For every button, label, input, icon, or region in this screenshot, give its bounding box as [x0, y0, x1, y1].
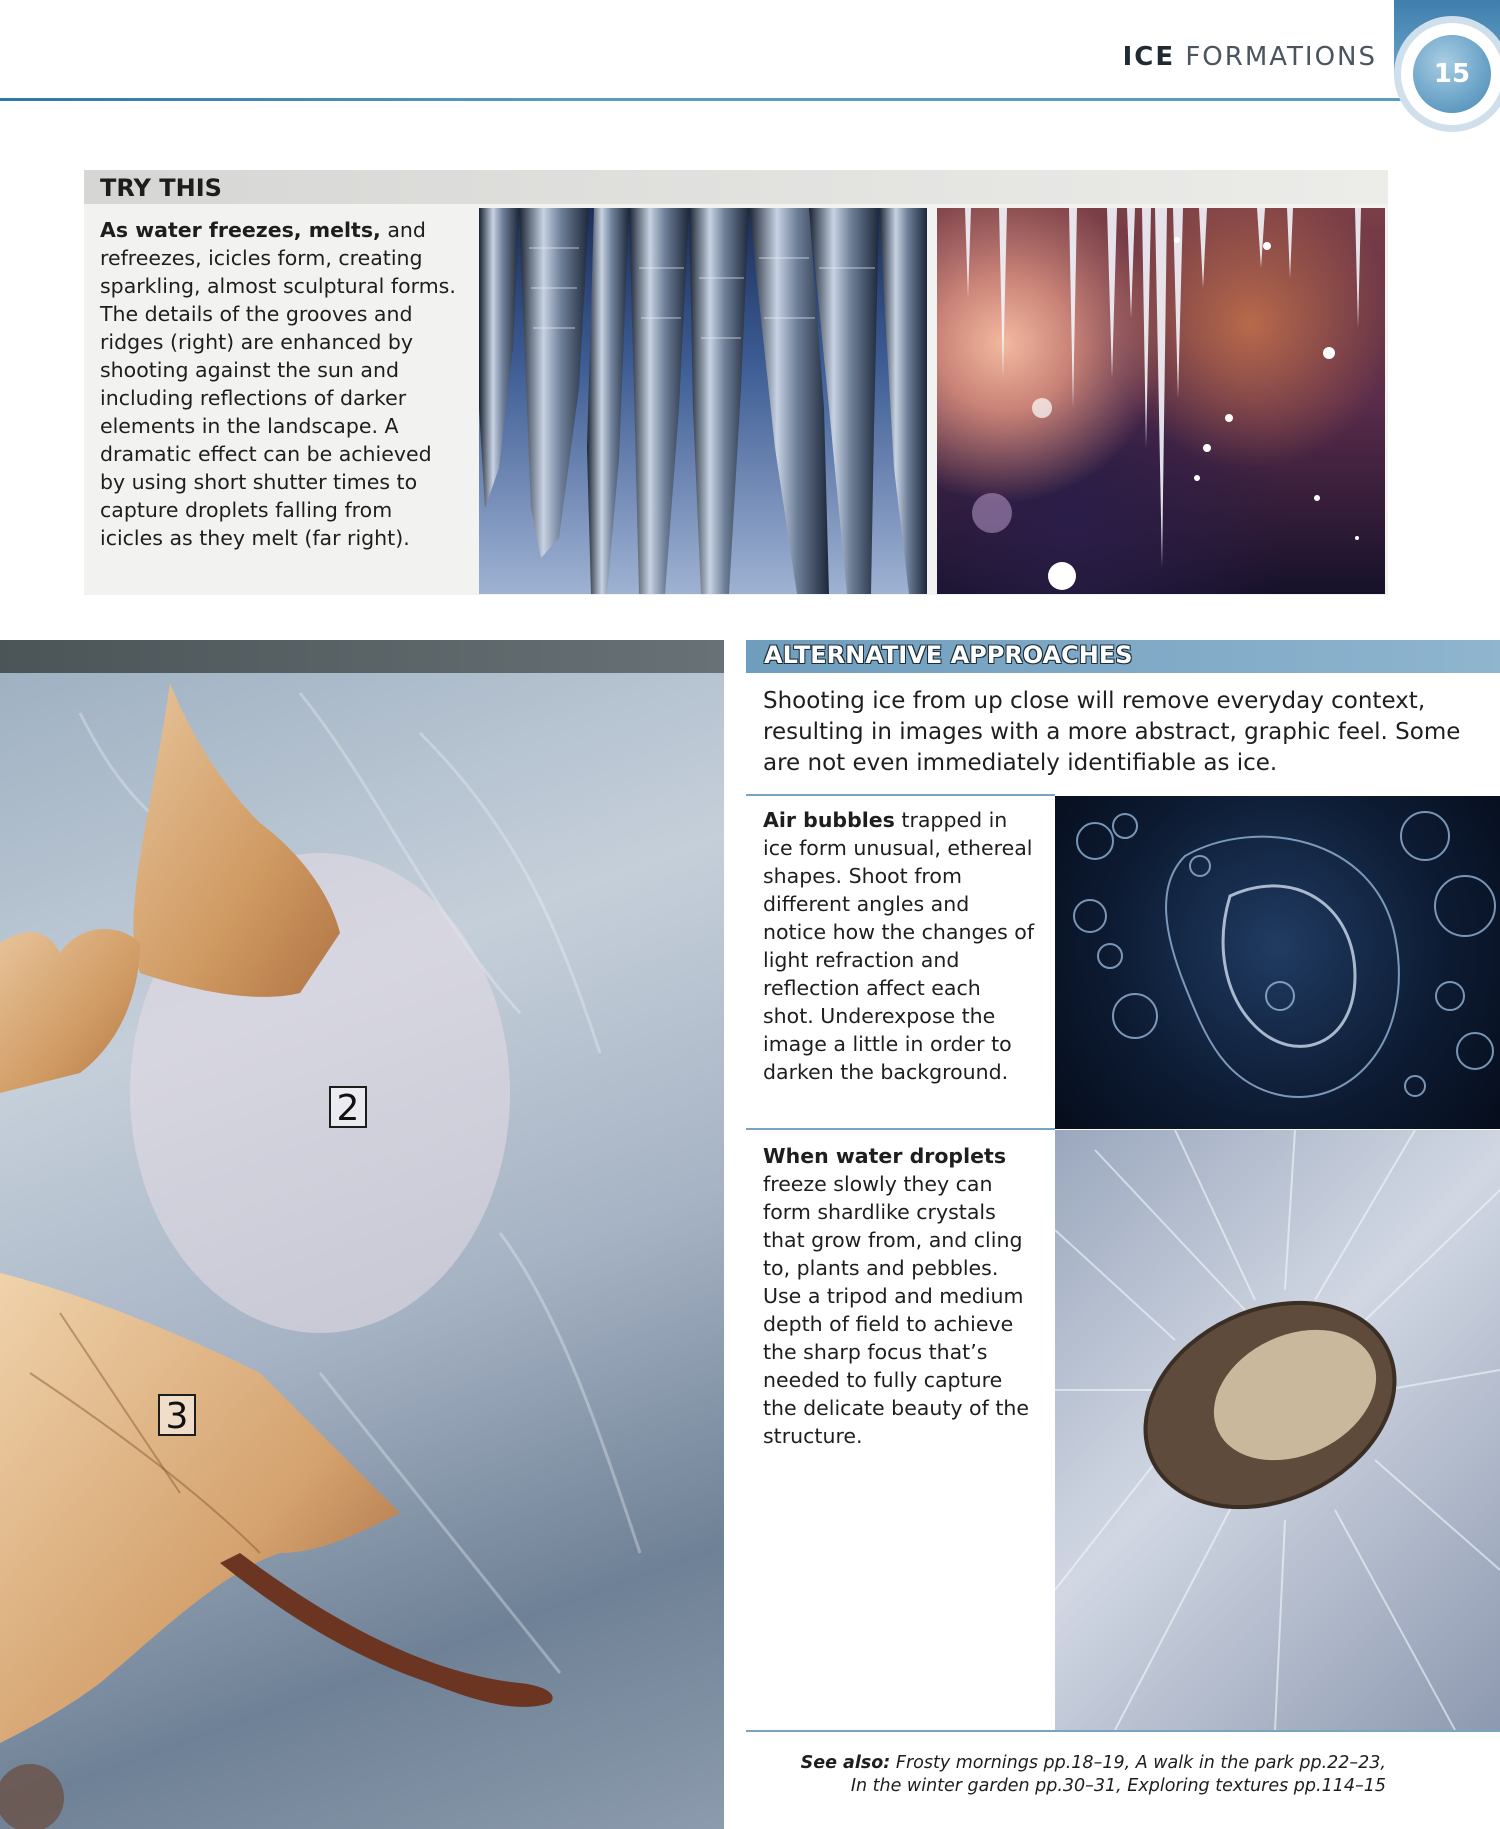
- air-bubbles-body: trapped in ice form unusual, ethereal shapes. Shoot from different angles and notice how the changes of light refraction and reflection affect each shot. Underexpose the image a little in order to darken the background.: [763, 808, 1035, 1084]
- water-droplets-body: freeze slowly they can form shardlike crystals that grow from, and cling to, plants and pebbles. Use a tripod and medium depth of field to achieve the sharp focus that’s needed to fully capture the delicate beauty of the structure.: [763, 1172, 1029, 1448]
- frozen-leaf-photo: [0, 673, 724, 1829]
- see-also-label: See also:: [800, 1753, 891, 1773]
- try-this-header-bar: [84, 170, 1388, 204]
- try-this-title: TRY THIS: [100, 174, 222, 202]
- air-bubbles-text: [763, 806, 1038, 1086]
- figure-label-2: 2: [329, 1086, 367, 1128]
- air-bubbles-illustration: [1055, 796, 1500, 1129]
- ice-crystals-pebble-photo: [1055, 1130, 1500, 1730]
- see-also-refs-2: In the winter garden pp.30–31, Exploring textures pp.114–15: [850, 1776, 1386, 1796]
- see-also-refs-1: Frosty mornings pp.18–19, A walk in the park pp.22–23,: [890, 1753, 1386, 1773]
- figure-label-3: 3: [158, 1394, 196, 1436]
- divider: [746, 1128, 1055, 1130]
- icicles-illustration: [479, 208, 927, 594]
- ice-crystals-illustration: [1055, 1130, 1500, 1730]
- main-photo-top-bar: [0, 640, 724, 673]
- alternative-approaches-title: ALTERNATIVE APPROACHES: [764, 641, 1133, 669]
- page-number-badge: [1394, 16, 1500, 132]
- running-head-light: FORMATIONS: [1185, 42, 1377, 72]
- see-also-line-1: [746, 1752, 1386, 1775]
- page-number: 15: [1413, 35, 1491, 113]
- try-this-body: and refreezes, icicles form, creating sparkling, almost sculptural forms. The details of the grooves and ridges (right) are enhanced by shooting against the sun and including reflections of darker elements in the landscape. A dramatic effect can be achieved by using short shutter times to capture droplets falling from icicles as they melt (far right).: [100, 218, 456, 550]
- icicles-photo: [479, 208, 927, 594]
- divider: [746, 794, 1055, 796]
- water-droplets-text: [763, 1142, 1038, 1450]
- running-head: [1123, 42, 1377, 72]
- alternative-approaches-intro: Shooting ice from up close will remove everyday context, resulting in images with a more abstract, graphic feel. Some are not even immediately identifiable as ice.: [763, 688, 1461, 776]
- droplets-illustration: [937, 208, 1385, 594]
- see-also-note: [746, 1752, 1386, 1798]
- air-bubbles-lead: Air bubbles: [763, 808, 895, 832]
- water-droplets-lead: When water droplets: [763, 1144, 1007, 1168]
- frozen-leaf-illustration: [0, 673, 724, 1829]
- falling-droplets-photo: [937, 208, 1385, 594]
- air-bubbles-photo: [1055, 796, 1500, 1129]
- try-this-text: [100, 216, 460, 552]
- divider: [746, 1730, 1500, 1732]
- header-rule: [0, 98, 1415, 101]
- try-this-lead: As water freezes, melts,: [100, 218, 381, 242]
- running-head-strong: ICE: [1122, 42, 1176, 72]
